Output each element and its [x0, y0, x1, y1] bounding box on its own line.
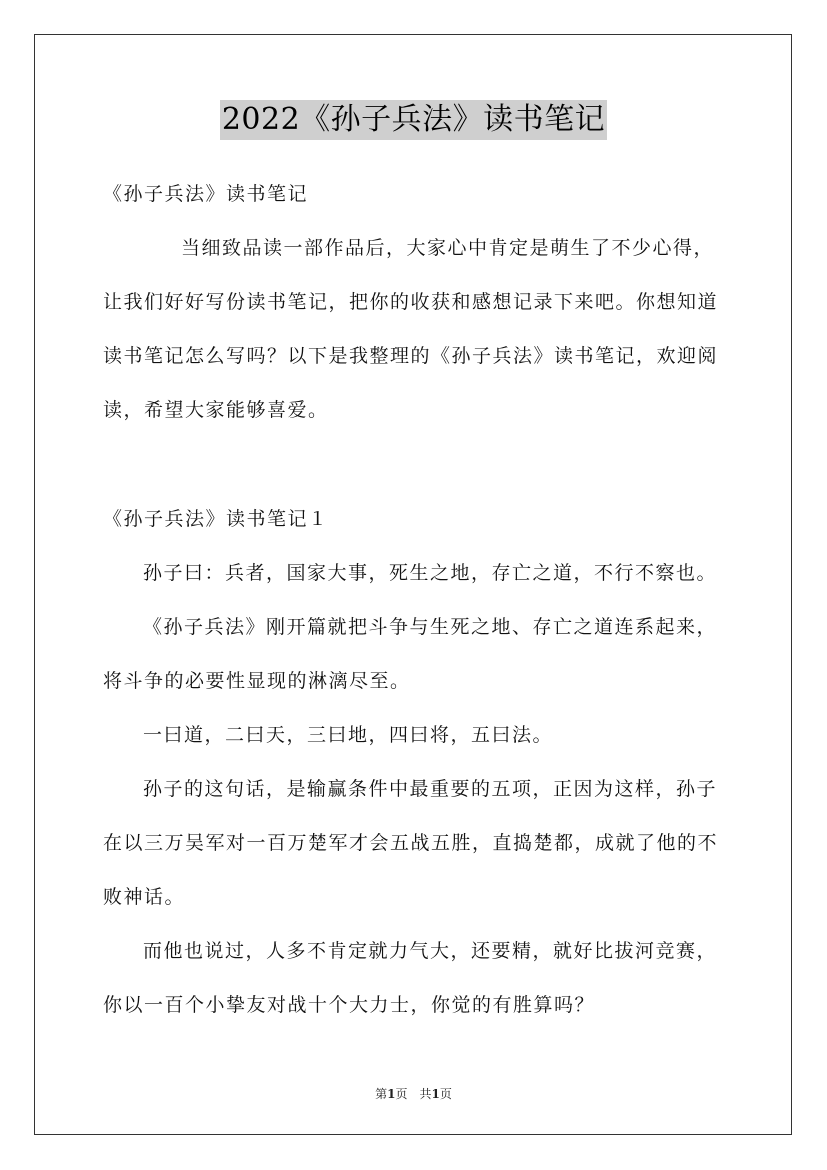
- intro-line: 让我们好好写份读书笔记，把你的收获和感想记录下来吧。你想知道: [103, 291, 719, 313]
- footer-mid: 页 共: [395, 1087, 432, 1101]
- body-line: 一曰道，二曰天，三曰地，四曰将，五曰法。: [143, 724, 554, 746]
- body-line: 孙子曰：兵者，国家大事，死生之地，存亡之道，不行不察也。: [143, 562, 718, 584]
- body-line: 将斗争的必要性显现的淋漓尽至。: [103, 670, 411, 692]
- intro-line: 当细致品读一部作品后，大家心中肯定是萌生了不少心得，: [181, 237, 715, 259]
- footer-total-pages: 1: [431, 1087, 440, 1101]
- intro-line: 读书笔记怎么写吗？以下是我整理的《孙子兵法》读书笔记，欢迎阅: [103, 345, 719, 367]
- document-subtitle: 《孙子兵法》读书笔记: [103, 183, 309, 205]
- document-title: 2022《孙子兵法》读书笔记: [220, 100, 607, 140]
- title-container: [0, 100, 827, 140]
- page-footer: [0, 1085, 827, 1102]
- footer-prefix: 第: [375, 1087, 388, 1101]
- body-line: 你以一百个小挚友对战十个大力士，你觉的有胜算吗？: [103, 994, 596, 1016]
- footer-page-number: 1: [387, 1087, 396, 1101]
- body-line: 败神话。: [103, 886, 186, 908]
- body-line: 而他也说过，人多不肯定就力气大，还要精，就好比拔河竞赛，: [143, 940, 718, 962]
- body-line: 在以三万吴军对一百万楚军才会五战五胜，直捣楚都，成就了他的不: [103, 832, 719, 854]
- body-line: 孙子的这句话，是输赢条件中最重要的五项，正因为这样，孙子: [143, 778, 718, 800]
- footer-suffix: 页: [439, 1087, 452, 1101]
- body-line: 《孙子兵法》刚开篇就把斗争与生死之地、存亡之道连系起来，: [143, 616, 718, 638]
- section-heading: 《孙子兵法》读书笔记１: [103, 508, 329, 530]
- intro-line: 读，希望大家能够喜爱。: [103, 399, 329, 421]
